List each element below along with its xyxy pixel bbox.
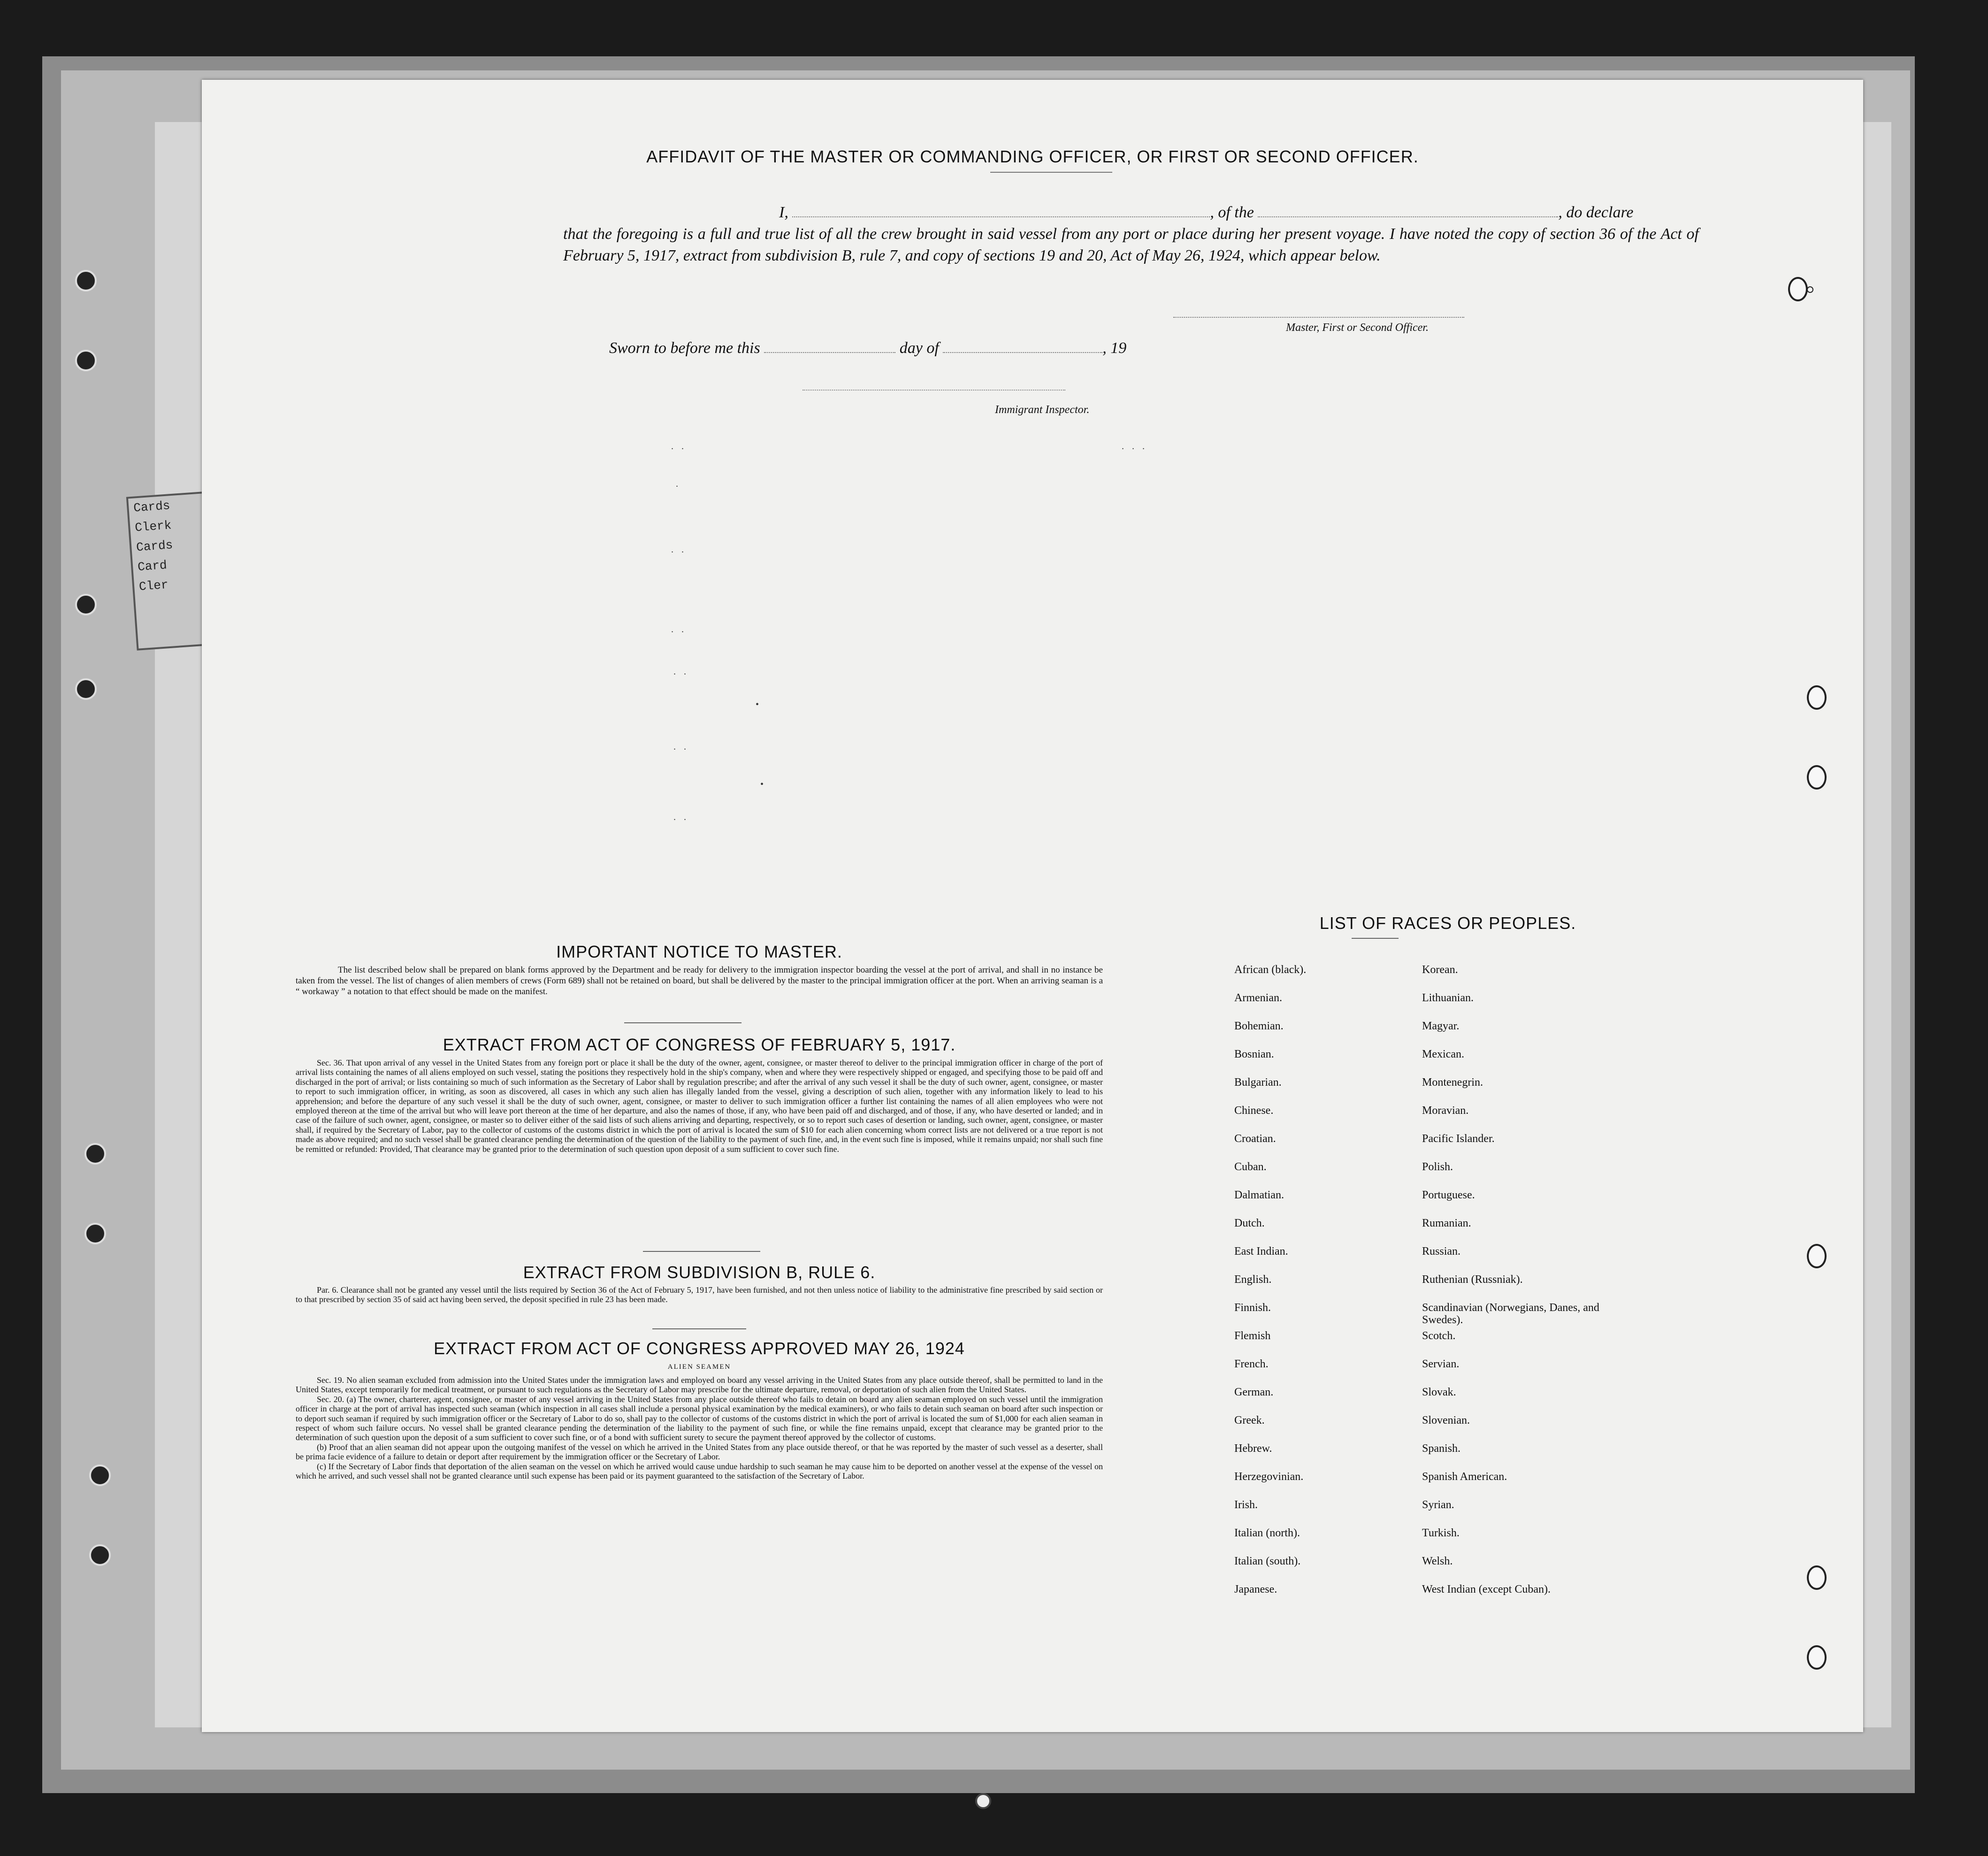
race-item: Bulgarian. [1234, 1076, 1282, 1089]
divider [624, 1022, 742, 1023]
race-item: Servian. [1422, 1358, 1460, 1370]
race-item: Russian. [1422, 1245, 1461, 1258]
sworn-prefix: Sworn to before me this [609, 339, 760, 357]
affidavit-text: that the foregoing is a full and true list of all the crew brought in said vessel from any port or place during her present voyage. I have noted the copy of section 36 of the Act of February 5, 1917, extract from subdivision B, rule 7, and copy of sections 19 and 20, Act of May 26, 1924, which appear below. [563, 225, 1699, 264]
affidavit-of-the: , of the [1210, 204, 1254, 221]
race-item: Irish. [1234, 1499, 1258, 1511]
binder-hole [84, 1143, 106, 1165]
punch-hole [1807, 286, 1813, 293]
race-item: East Indian. [1234, 1245, 1288, 1258]
binder-hole [84, 1223, 106, 1244]
races-title: LIST OF RACES OR PEOPLES. [1319, 913, 1576, 933]
extract-1924-title: EXTRACT FROM ACT OF CONGRESS APPROVED MAY 26, 1924 [434, 1339, 965, 1358]
form-page [202, 80, 1863, 1732]
binder-hole [89, 1465, 111, 1486]
bleed-through-mark: . . [671, 441, 687, 452]
divider [652, 1328, 746, 1329]
race-item: Slovenian. [1422, 1414, 1470, 1427]
race-item: German. [1234, 1386, 1274, 1398]
race-item: Korean. [1422, 964, 1458, 976]
affidavit-i: I, [779, 204, 788, 221]
extract-1924-body [296, 1375, 1103, 1480]
race-item: Croatian. [1234, 1133, 1276, 1145]
race-item: Montenegrin. [1422, 1076, 1483, 1089]
section-20b: (b) Proof that an alien seaman did not appear upon the outgoing manifest of the vessel on which he arrived in the United States from any place outside thereof, or that he was reported by the master of such vessel as a deserter, shall be prima facie evidence of a failure to detain or deport after requirement by the immigration officer or the Secretary of Labor. [296, 1442, 1103, 1462]
race-item: Lithuanian. [1422, 992, 1474, 1004]
notice-body: The list described below shall be prepared on blank forms approved by the Department and be ready for delivery to the immigration inspector boarding the vessel at the port of arrival, and shall in no instance be taken from the vessel. The list of changes of alien members of crews (Form 689) shall not be retained on board, but shall be delivered by the master to the principal immigration officer at the port. When an arriving seaman is a “ workaway ” a notation to that effect should be made on the manifest. [296, 965, 1103, 997]
race-item: French. [1234, 1358, 1269, 1370]
race-item: Italian (north). [1234, 1527, 1300, 1539]
sworn-month-field[interactable] [943, 341, 1102, 353]
extract-1917-title: EXTRACT FROM ACT OF CONGRESS OF FEBRUARY 5, 1917. [443, 1035, 956, 1054]
stamp-line: Card [137, 558, 168, 575]
binder-hole [75, 270, 97, 291]
race-item: Scotch. [1422, 1330, 1456, 1342]
stamp-line: Cards [133, 499, 171, 515]
punch-hole [1807, 1244, 1827, 1268]
race-item: Scandinavian (Norwegians, Danes, and Swedes). [1422, 1302, 1599, 1326]
race-item: Spanish. [1422, 1442, 1461, 1455]
section-20a: Sec. 20. (a) The owner, charterer, agent, consignee, or master of any vessel arriving in the United States from any place outside thereof who fails to detain on board any alien seaman employed on such vessel until the immigration officer in charge at the port of arrival has inspected such seaman (which inspection in all cases shall include a personal physical examination by the medical examiners), or who fails to detain such seaman on board after such inspection or to deport such seaman if required by such immigration officer or the Secretary of Labor to do so, shall pay to the collector of customs of the customs district in which the port of arrival is located the sum of $1,000 for each alien seaman in respect of whom such failure occurs. No vessel shall be granted clearance pending the determination of the liability to the payment of such fine, or while the fine remains unpaid, except that clearance may be granted prior to the determination of such question upon the deposit of a sum sufficient to cover such fine, or of a bond with sufficient surety to secure the payment thereof approved by the collector of customs. [296, 1394, 1103, 1442]
notice-title: IMPORTANT NOTICE TO MASTER. [556, 942, 842, 961]
race-item: Pacific Islander. [1422, 1133, 1495, 1145]
race-item: Armenian. [1234, 992, 1282, 1004]
punch-hole [1807, 765, 1827, 790]
binder-hole [75, 350, 97, 371]
race-item: Italian (south). [1234, 1555, 1301, 1567]
race-item: Slovak. [1422, 1386, 1456, 1398]
stamp-line: Cler [138, 577, 169, 594]
divider [1352, 938, 1399, 939]
race-item: West Indian (except Cuban). [1422, 1583, 1551, 1595]
race-item: English. [1234, 1273, 1272, 1286]
punch-hole [1788, 277, 1808, 301]
extract-1917-body: Sec. 36. That upon arrival of any vessel in the United States from any foreign port or place it shall be the duty of the owner, agent, consignee, or master thereof to deliver to the principal immigration officer in charge of the port of arrival lists containing the names of all aliens employed on such vessel, stating the positions they respectively hold in the ship's company, when and where they were respectively shipped or engaged, and specifying those to be paid off and discharged in the port of arrival; or lists containing so much of such information as the Secretary of Labor shall by regulation prescribe; and after the arrival of any such vessel it shall be the duty of such owner, agent, consignee, or master to report to such immigration officer, in writing, as soon as discovered, all cases in which any such alien has illegally landed from the vessel, giving a description of such alien, together with any information likely to lead to his apprehension; and before the departure of any such vessel it shall be the duty of such owner, agent, consignee, or master to deliver to such immigration officer a further list containing the names of all alien employees who were not employed thereon at the time of the arrival but who will leave port thereon at the time of her departure, and also the names of those, if any, who have been paid off and discharged, and of those, if any, who have deserted or landed; and in case of the failure of such owner, agent, consignee, or master so to deliver either of the said lists of such aliens arriving and departing, respectively, or so to report such cases of desertion or landing, such owner, agent, consignee, or master shall, if required by the Secretary of Labor, pay to the collector of customs of the customs district in which the port of arrival is located the sum of $10 for each alien concerning whom correct lists are not delivered or a true report is not made as above required; and no such vessel shall be granted clearance pending the determination of the question of the liability to the payment of such fine, and, in the event such fine is imposed, while it remains unpaid; nor shall such fine be remitted or refunded: Provided, That clearance may be granted prior to the determination of such question upon deposit of a sum sufficient to cover such fine. [296, 1058, 1103, 1154]
stamp-line: Cards [136, 538, 174, 555]
binder-hole [75, 594, 97, 615]
vessel-field[interactable] [1258, 204, 1558, 217]
punch-hole [1807, 1565, 1827, 1590]
race-item: Moravian. [1422, 1104, 1469, 1117]
binder-hole [975, 1793, 991, 1809]
race-item: Portuguese. [1422, 1189, 1475, 1201]
extract-rule6-title: EXTRACT FROM SUBDIVISION B, RULE 6. [523, 1263, 876, 1282]
extract-rule6-body: Par. 6. Clearance shall not be granted any vessel until the lists required by Section 36 of the Act of February 5, 1917, have been furnished, and not then unless notice of liability to the administrative fine prescribed by said section or to that prescribed by section 35 of said act having been served, the deposit specified in rule 23 has been made. [296, 1285, 1103, 1304]
race-item: Chinese. [1234, 1104, 1274, 1117]
section-19: Sec. 19. No alien seaman excluded from admission into the United States under the immigration laws and employed on board any vessel arriving in the United States from any place outside thereof, shall be permitted to land in the United States, except temporarily for medical treatment, or pursuant to such regulations as the Secretary of Labor may prescribe for the ultimate departure, removal, or deportation of such alien from the United States. [296, 1375, 1103, 1395]
race-item: Hebrew. [1234, 1442, 1272, 1455]
bleed-through-mark: . . [673, 812, 689, 822]
race-item: Mexican. [1422, 1048, 1464, 1060]
sworn-day-label: day of [899, 339, 939, 357]
race-item: Bosnian. [1234, 1048, 1274, 1060]
race-item: Polish. [1422, 1161, 1453, 1173]
bleed-through-mark: . . [673, 742, 689, 752]
affidavit-do-declare: , do declare [1558, 204, 1634, 221]
sworn-line [609, 339, 1126, 357]
race-item: Dutch. [1234, 1217, 1265, 1229]
inspector-label: Immigrant Inspector. [995, 404, 1090, 416]
bleed-through-mark: . . [671, 624, 687, 635]
name-field[interactable] [792, 204, 1210, 217]
bleed-through-mark: • [756, 699, 762, 710]
bleed-through-mark: . [676, 479, 681, 489]
bleed-through-mark: . . . [1122, 441, 1147, 452]
punch-hole [1807, 1645, 1827, 1670]
race-item: Rumanian. [1422, 1217, 1471, 1229]
inspector-signature-field[interactable] [803, 390, 1065, 391]
race-item: Herzegovinian. [1234, 1471, 1304, 1483]
affidavit-title: AFFIDAVIT OF THE MASTER OR COMMANDING OFFICER, OR FIRST OR SECOND OFFICER. [646, 147, 1419, 166]
race-item: Japanese. [1234, 1583, 1277, 1595]
punch-hole [1807, 685, 1827, 710]
race-item: Greek. [1234, 1414, 1265, 1427]
race-item: Magyar. [1422, 1020, 1460, 1032]
race-item: Finnish. [1234, 1302, 1271, 1314]
signature-field[interactable] [1173, 317, 1464, 318]
binder-hole [89, 1544, 111, 1566]
race-item: Cuban. [1234, 1161, 1267, 1173]
bleed-through-mark: • [760, 779, 767, 790]
divider [643, 1251, 760, 1252]
race-item: Turkish. [1422, 1527, 1460, 1539]
bleed-through-mark: . . [671, 545, 687, 555]
binder-hole [75, 678, 97, 700]
race-item: Welsh. [1422, 1555, 1453, 1567]
sworn-year-label: , 19 [1102, 339, 1127, 357]
sworn-day-field[interactable] [764, 341, 895, 353]
race-item: Spanish American. [1422, 1471, 1507, 1483]
race-item: Dalmatian. [1234, 1189, 1284, 1201]
signature-label: Master, First or Second Officer. [1286, 322, 1429, 334]
section-20c: (c) If the Secretary of Labor finds that deportation of the alien seaman on the vessel on which he arrived would cause undue hardship to such seaman he may cause him to be deported on another vessel at the expense of the vessel on which he arrived, and such vessel shall not be granted clearance until such expense has been paid or its payment guaranteed to the satisfaction of the Secretary of Labor. [296, 1461, 1103, 1481]
stamp-line: Clerk [134, 518, 172, 535]
race-item: Bohemian. [1234, 1020, 1284, 1032]
bleed-through-mark: . . [673, 667, 689, 677]
divider [990, 172, 1112, 173]
race-item: African (black). [1234, 964, 1307, 976]
extract-1924-subtitle: ALIEN SEAMEN [667, 1363, 731, 1371]
race-item: Ruthenian (Russniak). [1422, 1273, 1523, 1286]
affidavit-body [563, 202, 1699, 267]
race-item: Syrian. [1422, 1499, 1454, 1511]
race-item: Flemish [1234, 1330, 1271, 1342]
